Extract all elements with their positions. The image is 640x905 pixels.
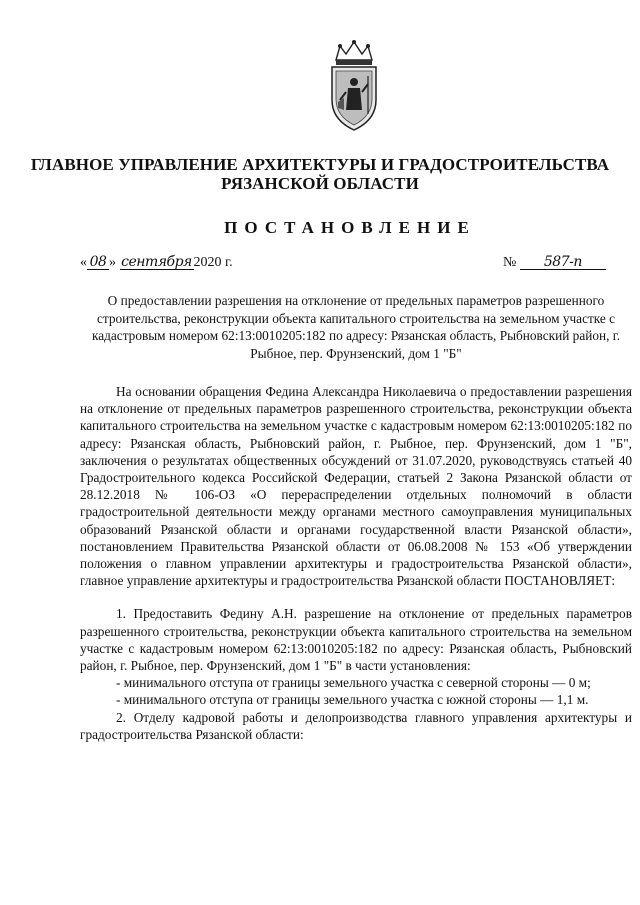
document-subject: О предоставлении разрешения на отклонение от предельных параметров разрешенного строительства, реконструкции объекта капитального строительства на земельном участке с кадастровым номером 62:13:0010205:182 по адресу: Рязанская область, Рыбновский район, г. Рыбное, пер. Фрунзенский, дом 1 "Б" <box>91 293 621 361</box>
preamble-paragraph: На основании обращения Федина Александра Николаевича о предоставлении разрешения на отклонение от предельных параметров разрешенного строительства, реконструкции объекта капитального строительства на земельном участке с кадастровым номером 62:13:0010205:182 по адресу: Рязанская область, Рыбновский район, г. Рыбное, пер. Фрунзенский, дом 1 "Б", заключения о результатах общественных обсуждений от 31.07.2020, руководствуясь статьей 40 Градостроительного кодекса Российской Федерации, статьей 2 Закона Рязанской области от 28.12.2018 № 106-ОЗ «О перераспределении отдельных полномочий в области градостроительной деятельности между органами местного самоуправления муниципальных образований Рязанской области и органами государственной власти Рязанской области», постановлением Правительства Рязанской области от 06.08.2008 № 153 «Об утверждении положения о главном управлении архитектуры и градостроительства Рязанской области», главное управление архитектуры и градостроительства Рязанской области ПОСТАНОВЛЯЕТ: <box>80 384 632 589</box>
number-prefix: № <box>503 255 517 270</box>
date-day: 08 <box>87 255 109 270</box>
document-number <box>503 255 606 271</box>
document-body <box>80 383 632 743</box>
item-1-south-setback: - минимального отступа от границы земельного участка с южной стороны — 1,1 м. <box>116 692 589 708</box>
item-2-paragraph: 2. Отделу кадровой работы и делопроизводства главного управления архитектуры и градостроительства Рязанской области: <box>80 709 632 742</box>
date-close-quote: » <box>109 255 116 270</box>
organization-name-line1: ГЛАВНОЕ УПРАВЛЕНИЕ АРХИТЕКТУРЫ И ГРАДОСТРОИТЕЛЬСТВА <box>30 155 610 174</box>
date-year: 2020 г. <box>193 255 233 270</box>
date-month: сентября <box>121 254 192 270</box>
item-1-north-setback: - минимального отступа от границы земельного участка с северной стороны — 0 м; <box>116 675 591 691</box>
document-type-title: ПОСТАНОВЛЕНИЕ <box>224 218 476 237</box>
document-date <box>80 255 233 271</box>
coat-of-arms-emblem <box>326 40 382 132</box>
number-value: 587-п <box>520 255 606 270</box>
date-open-quote: « <box>80 255 87 270</box>
item-1-paragraph: 1. Предоставить Федину А.Н. разрешение на отклонение от предельных параметров разрешенного строительства, реконструкции объекта капитального строительства на земельном участке с кадастровым номером 62:13:0010205:182 по адресу: Рязанская область, Рыбновский район, г. Рыбное, пер. Фрунзенский, дом 1 "Б" в части установления: <box>80 606 632 674</box>
organization-name-line2: РЯЗАНСКОЙ ОБЛАСТИ <box>221 174 419 193</box>
